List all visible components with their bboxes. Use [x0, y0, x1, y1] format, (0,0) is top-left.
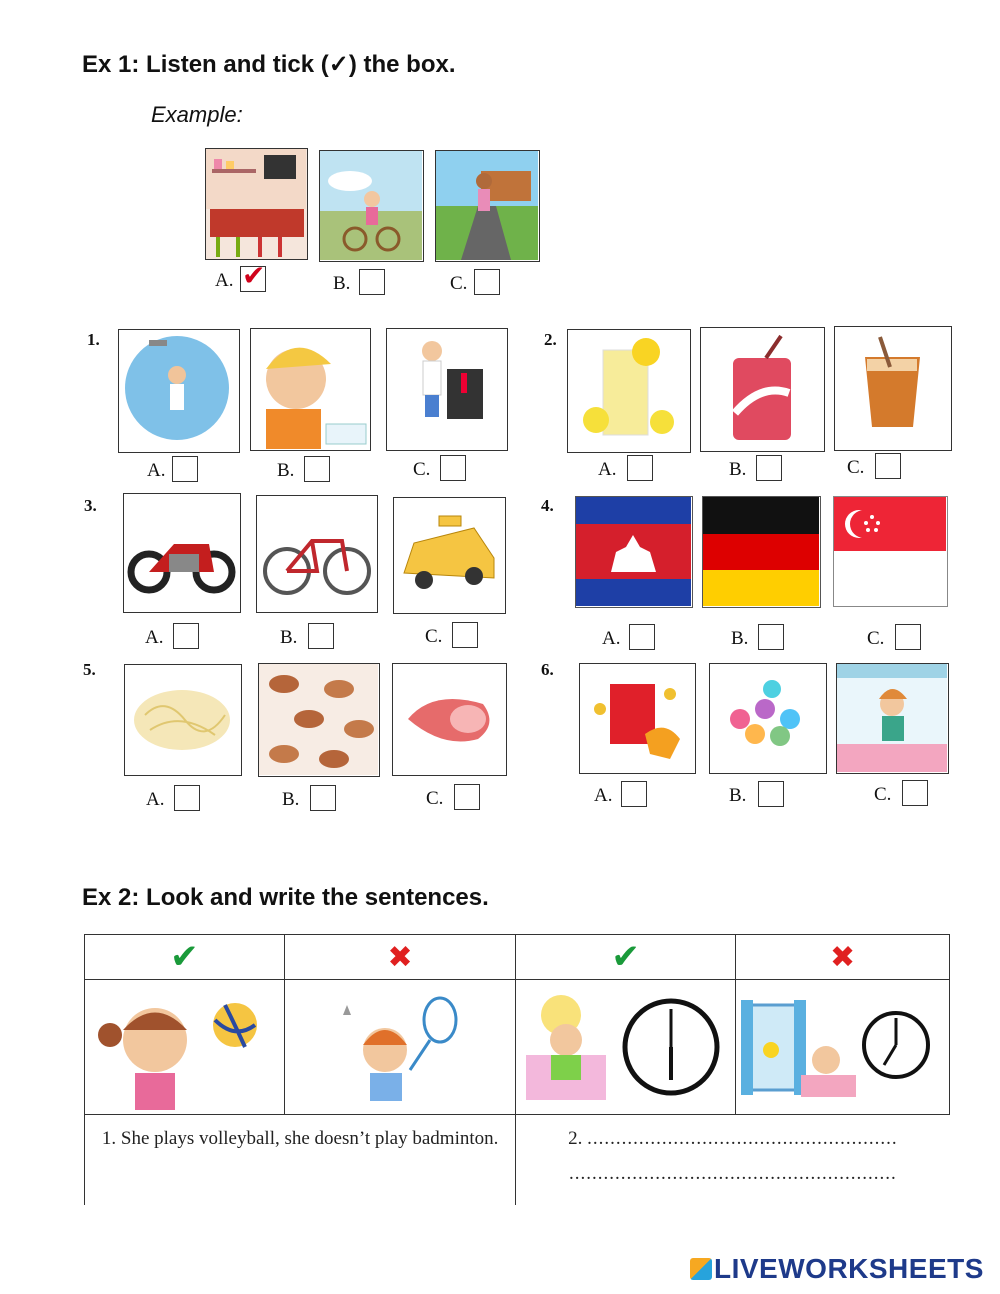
q1-checkbox-a[interactable] [172, 456, 198, 482]
taxi-picture [393, 497, 506, 614]
ex2-title: Ex 2: Look and write the sentences. [82, 884, 489, 911]
singapore-flag [833, 496, 948, 607]
example-option-c: C. [450, 273, 468, 294]
boy-wake-up-clock-picture [516, 985, 726, 1110]
q5-option-c: C. [426, 788, 444, 809]
q1-option-a: A. [147, 460, 166, 481]
logo-text: LIVEWORKSHEETS [714, 1253, 984, 1284]
q5-checkbox-a[interactable] [174, 785, 200, 811]
q5-option-b: B. [282, 789, 300, 810]
green-tick-icon: ✔ [611, 937, 640, 977]
question-2-number: 2. [544, 330, 557, 349]
q5-option-a: A. [146, 789, 165, 810]
lemonade-picture [567, 329, 691, 453]
q2-option-c: C. [847, 457, 865, 478]
brushing-teeth-picture [250, 328, 371, 451]
cafe-picture [205, 148, 308, 260]
question-1-number: 1. [87, 330, 100, 349]
iced-tea-picture [834, 326, 952, 451]
ex2-table [84, 934, 950, 1205]
q4-checkbox-a[interactable] [629, 624, 655, 650]
sentence-2-answer[interactable] [516, 1115, 950, 1205]
red-cross-icon: ✖ [387, 939, 413, 975]
q1-option-c: C. [413, 459, 431, 480]
candies-picture [709, 663, 827, 774]
mark-cell-1 [85, 935, 285, 980]
question-4-number: 4. [541, 496, 554, 515]
q5-checkbox-c[interactable] [454, 784, 480, 810]
wake-up-cell [516, 980, 736, 1115]
q6-option-a: A. [594, 785, 613, 806]
green-tick-icon: ✔ [170, 937, 199, 977]
soda-can-picture [700, 327, 825, 452]
q3-checkbox-c[interactable] [452, 622, 478, 648]
q2-checkbox-b[interactable] [756, 455, 782, 481]
q2-checkbox-a[interactable] [627, 455, 653, 481]
q6-checkbox-c[interactable] [902, 780, 928, 806]
question-3-number: 3. [84, 496, 97, 515]
q1-option-b: B. [277, 460, 295, 481]
q3-checkbox-b[interactable] [308, 623, 334, 649]
q4-checkbox-c[interactable] [895, 624, 921, 650]
germany-flag [702, 496, 821, 608]
walking-to-school-picture [435, 150, 540, 262]
sentence-2-line-1: ...................................................... [587, 1128, 898, 1149]
red-tick-icon: ✔ [242, 259, 266, 292]
girl-badminton-picture [285, 985, 505, 1110]
ham-picture [392, 663, 507, 776]
q6-checkbox-b[interactable] [758, 781, 784, 807]
q3-checkbox-a[interactable] [173, 623, 199, 649]
question-5-number: 5. [83, 660, 96, 679]
mushrooms-picture [258, 663, 380, 777]
q5-checkbox-b[interactable] [310, 785, 336, 811]
cycling-picture [319, 150, 424, 262]
badminton-cell [284, 980, 516, 1115]
ex1-title: Ex 1: Listen and tick (✓) the box. [82, 51, 456, 78]
q6-checkbox-a[interactable] [621, 781, 647, 807]
girl-window-clock-picture [736, 985, 941, 1110]
q2-option-a: A. [598, 459, 617, 480]
example-option-a: A. [215, 270, 234, 291]
cambodia-flag [575, 496, 693, 608]
q4-option-c: C. [867, 628, 885, 649]
q4-option-a: A. [602, 628, 621, 649]
example-label: Example: [151, 102, 243, 127]
q1-checkbox-b[interactable] [304, 456, 330, 482]
girl-volleyball-picture [85, 985, 275, 1110]
shower-picture [118, 329, 240, 453]
bicycle-picture [256, 495, 378, 613]
getting-dressed-picture [386, 328, 508, 451]
mark-cell-3 [516, 935, 736, 980]
example-checkbox-a[interactable] [240, 259, 266, 292]
example-option-b: B. [333, 273, 351, 294]
volleyball-cell [85, 980, 285, 1115]
red-cross-icon: ✖ [829, 939, 856, 975]
sentence-2-line-2: ......................................................... [569, 1163, 897, 1184]
mark-cell-2 [284, 935, 516, 980]
mark-cell-4 [736, 935, 950, 980]
q6-option-c: C. [874, 784, 892, 805]
liveworksheets-logo [690, 1253, 984, 1285]
question-6-number: 6. [541, 660, 554, 679]
example-checkbox-b[interactable] [359, 269, 385, 295]
clothes-shop-picture [836, 663, 949, 774]
q4-checkbox-b[interactable] [758, 624, 784, 650]
q1-checkbox-c[interactable] [440, 455, 466, 481]
motorbike-picture [123, 493, 241, 613]
q2-option-b: B. [729, 459, 747, 480]
bean-sprouts-picture [124, 664, 242, 776]
lucky-money-picture [579, 663, 696, 774]
window-clock-cell [736, 980, 950, 1115]
q6-option-b: B. [729, 785, 747, 806]
q3-option-b: B. [280, 627, 298, 648]
liveworksheets-logo-icon [690, 1258, 712, 1280]
sentence-2-number: 2. [568, 1128, 583, 1149]
example-checkbox-c[interactable] [474, 269, 500, 295]
q3-option-a: A. [145, 627, 164, 648]
q3-option-c: C. [425, 626, 443, 647]
sentence-1: 1. She plays volleyball, she doesn’t play badminton. [85, 1115, 516, 1205]
q2-checkbox-c[interactable] [875, 453, 901, 479]
q4-option-b: B. [731, 628, 749, 649]
